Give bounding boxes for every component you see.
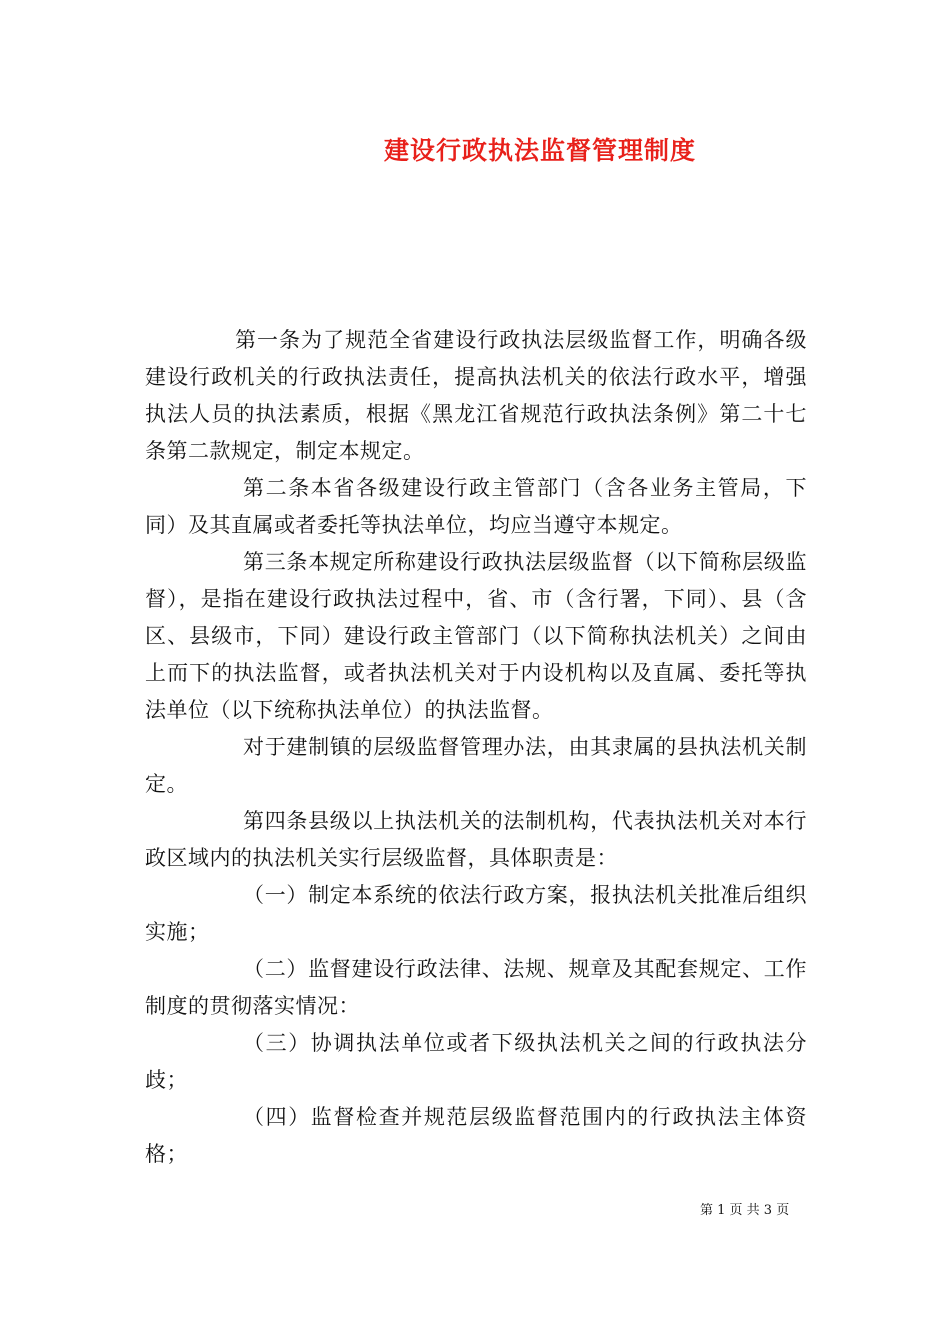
paragraph-item-2: （二）监督建设行政法律、法规、规章及其配套规定、工作制度的贯彻落实情况： [145,957,807,1018]
paragraph-article-1: 第一条为了规范全省建设行政执法层级监督工作，明确各级建设行政机关的行政执法责任，提高执法机关的依法行政水平，增强执法人员的执法素质，根据《黑龙江省规范行政执法条例》第二十七条第二款规定，制定本规定。 [145,328,807,463]
paragraph-article-4: 第四条县级以上执法机关的法制机构，代表执法机关对本行政区域内的执法机关实行层级监督，具体职责是： [145,809,807,870]
paragraph-item-4: （四）监督检查并规范层级监督范围内的行政执法主体资格； [145,1105,807,1166]
page-number-footer: 第 1 页 共 3 页 [700,1203,790,1218]
paragraph-item-3: （三）协调执法单位或者下级执法机关之间的行政执法分歧； [145,1031,807,1092]
paragraph-item-1: （一）制定本系统的依法行政方案，报执法机关批准后组织实施； [145,883,807,944]
document-body [145,322,807,1173]
document-title: 建设行政执法监督管理制度 [383,136,696,165]
paragraph-town-supervision: 对于建制镇的层级监督管理办法，由其隶属的县执法机关制定。 [145,735,807,796]
paragraph-article-2: 第二条本省各级建设行政主管部门（含各业务主管局，下同）及其直属或者委托等执法单位，均应当遵守本规定。 [145,476,807,537]
paragraph-article-3: 第三条本规定所称建设行政执法层级监督（以下简称层级监督），是指在建设行政执法过程中，省、市（含行署，下同）、县（含区、县级市，下同）建设行政主管部门（以下简称执法机关）之间由上而下的执法监督，或者执法机关对于内设机构以及直属、委托等执法单位（以下统称执法单位）的执法监督。 [145,550,807,722]
